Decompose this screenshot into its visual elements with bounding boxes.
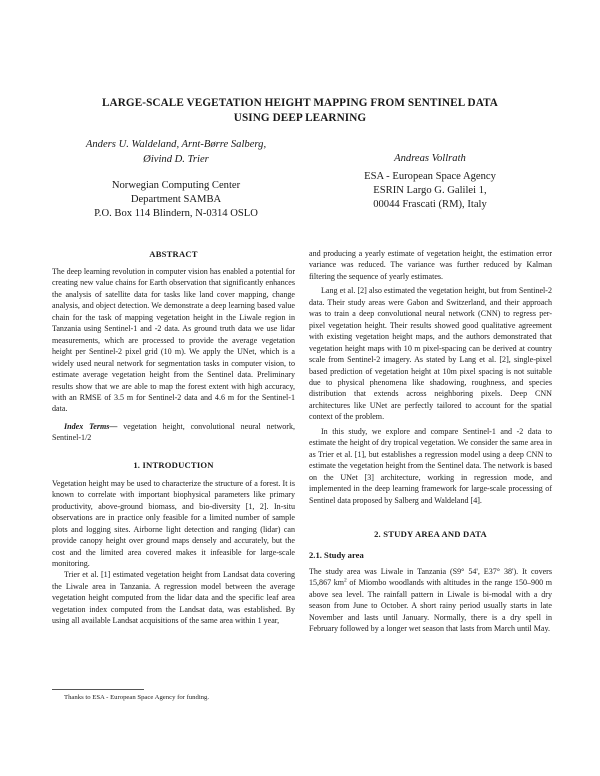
study-area-heading: 2. STUDY AREA AND DATA	[374, 528, 487, 539]
affiliation-left	[52, 179, 300, 221]
paper-title	[60, 96, 540, 126]
right-column	[309, 248, 552, 635]
intro-paragraph-4: Lang et al. [2] also estimated the vegetation height, but from Sentinel-2 data. Their study areas were Gabon and Switzerland, and their approach was to train a deep convolutional neural network (CNN) to regress per-pixel vegetation height. Their results showed good qualitative agreement with existing vegetation height maps, and the authors demonstrated that vegetation height maps with 10 m pixel-spacing can be derived at country scale from Sentinel-2 imagery. As stated by Lang et al. [2], single-pixel based prediction of vegetation height at 10m pixel spacing is not suitable due to physical phenomena like shadowing, roughness, and species distribution that extends across neighboring pixels. Deep CNN architectures like UNet are perfectly tailored to account for the spatial context of the problem.	[309, 286, 552, 422]
left-column	[52, 249, 295, 627]
title-line-1: LARGE-SCALE VEGETATION HEIGHT MAPPING FROM SENTINEL DATA	[102, 97, 498, 109]
affiliation-right-line-2: ESRIN Largo G. Galilei 1,	[373, 185, 487, 196]
affiliation-left-line-2: Department SAMBA	[130, 194, 222, 205]
footnote: Thanks to ESA - European Space Agency for funding.	[64, 694, 210, 701]
authors-left-line-1: Anders U. Waldeland, Arnt-Børre Salberg,	[85, 139, 267, 150]
authors-right: Andreas Vollrath	[394, 153, 466, 164]
study-text-b: of Miombo woodlands with altitudes in the range 150–900 m above sea level. The rainfall pattern in Liwale is bi-modal with a dry season from June to October. A short rainy period usually starts in late November and lasts until January. Normally, there is a dry spell in February followed by a longer wet season that lasts from March until May.	[309, 578, 552, 634]
affiliation-right-line-1: ESA - European Space Agency	[364, 171, 496, 182]
authors-left-line-2: Øivind D. Trier	[143, 154, 209, 165]
abstract-heading: ABSTRACT	[149, 249, 198, 259]
study-text-superscript: 2	[344, 577, 347, 584]
intro-paragraph-1: Vegetation height may be used to characterize the structure of a forest. It is known to correlate with important biophysical parameters like primary productivity, above-ground biomass, and bio-diversity [1, 2]. In-situ observations are in practice only feasible for a limited number of sample plots and logging sites. Airborne light detection and ranging (lidar) can provide canopy height over ground maps densely and accurately, but the cost and the limited area covered makes it infeasible for large-scale monitoring.	[52, 478, 295, 568]
index-terms	[52, 421, 295, 444]
intro-paragraph-2: Trier et al. [1] estimated vegetation height from Landsat data covering the Liwale area in Tanzania. A regression model between the average vegetation height computed from the lidar data and the specific leaf area vegetation index computed from the Landsat data, was established. By using all available Landsat acquisitions of the same area within 1 year,	[52, 570, 295, 626]
authors-left	[52, 137, 300, 167]
footnote-rule	[52, 689, 144, 690]
title-line-2: USING DEEP LEARNING	[233, 112, 367, 124]
study-area-paragraph	[309, 566, 552, 635]
affiliation-right	[305, 170, 555, 212]
study-text-a: The study area was Liwale in Tanzania (S9° 54', E37° 38'). It covers 15,867 km	[309, 566, 552, 588]
introduction-heading: 1. INTRODUCTION	[133, 459, 214, 470]
intro-paragraph-5: In this study, we explore and compare Sentinel-1 and -2 data to estimate the height of dry tropical vegetation. We consider the same area in as Trier et al. [1], but establishes a regression model using a deep CNN to estimate the vegetation height from the Sentinel data. The network is based on the UNet [3] architecture, working in regression mode, and implemented in the deep learning framework for large-scale processing of Sentinel data proposed by Salberg and Waldeland [4].	[309, 426, 552, 505]
affiliation-left-line-1: Norwegian Computing Center	[111, 180, 241, 191]
intro-paragraph-3: and producing a yearly estimate of vegetation height, the estimation error variance was reduced. The variance was further reduced by Kalman filtering the sequence of yearly estimates.	[309, 249, 552, 281]
index-terms-text: vegetation height, convolutional neural network, Sentinel-1/2	[52, 421, 295, 443]
index-terms-label: Index Terms—	[64, 421, 118, 431]
study-area-subheading: 2.1. Study area	[309, 549, 364, 560]
abstract-text: The deep learning revolution in computer vision has enabled a potential for creating new value chains for Earth observation that significantly enhances the analysis of satellite data for tasks like land cover mapping, change analysis, and object detection. We demonstrate a deep learning based value chain for the task of mapping vegetation height in the Liwale region in Tanzania using Sentinel-1 and -2 data. As ground truth data we use lidar measurements, which are processed to provide the average vegetation height per Sentinel-2 pixel grid (10 m). We apply the UNet, which is a widely used neural network for segmentation tasks in computer vision, to estimate average vegetation height from the Sentinel data. Preliminary results show that we are able to map the forest extent with high accuracy, with an RMSE of 3.5 m for Sentinel-2 data and 4.6 m for the Sentinel-1 data.	[52, 267, 295, 414]
affiliation-left-line-3: P.O. Box 114 Blindern, N-0314 OSLO	[94, 208, 258, 219]
affiliation-right-line-3: 00044 Frascati (RM), Italy	[373, 199, 487, 210]
